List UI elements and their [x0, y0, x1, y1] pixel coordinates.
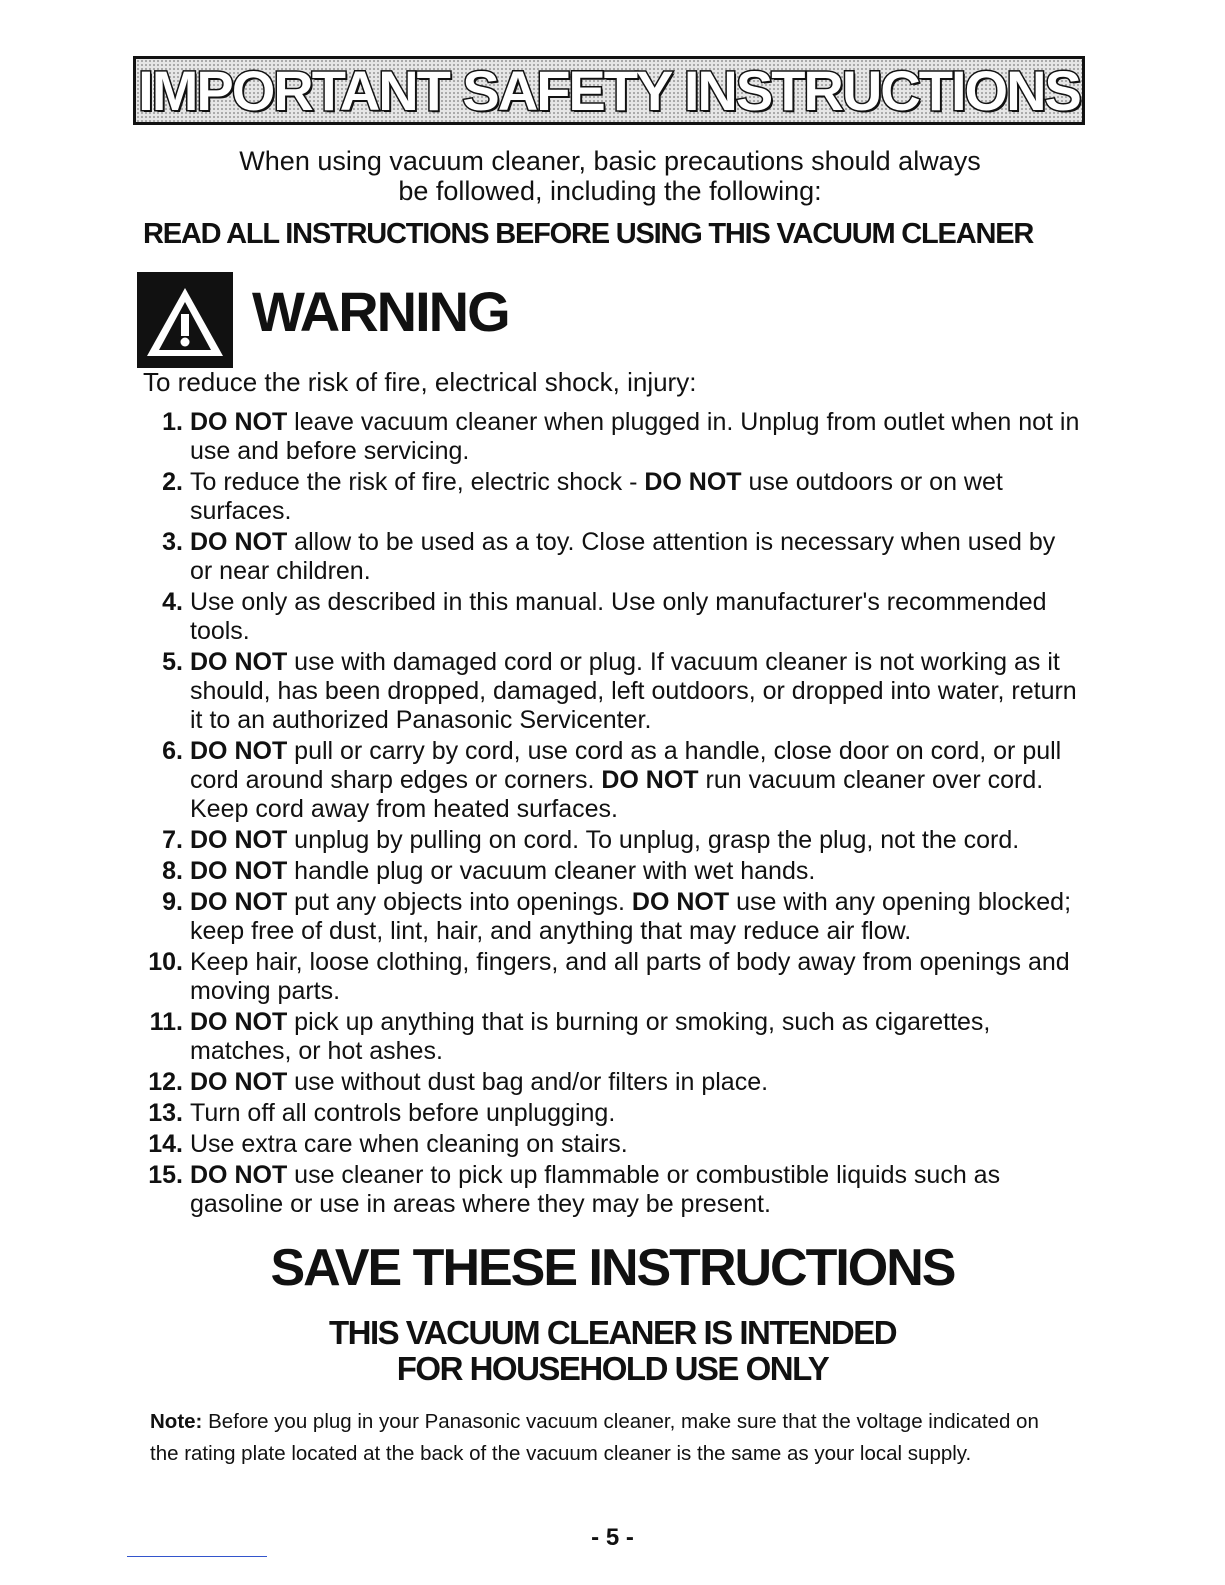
do-not-label: DO NOT — [631, 888, 730, 916]
voltage-note — [150, 1406, 1060, 1470]
instruction-item — [143, 888, 1083, 946]
instruction-item — [143, 1008, 1083, 1066]
instruction-item — [143, 408, 1083, 466]
instruction-number: 6. — [162, 737, 183, 765]
page-number: - 5 - — [591, 1524, 634, 1551]
instruction-text: allow to be used as a toy. Close attention is necessary when used by or near children. — [190, 528, 1056, 585]
instruction-item — [143, 1068, 1083, 1097]
instruction-number: 10. — [148, 948, 183, 976]
instruction-item — [143, 826, 1083, 855]
instruction-text: pick up anything that is burning or smoking, such as cigarettes, matches, or hot ashes. — [190, 1008, 991, 1065]
instruction-item — [143, 588, 1083, 646]
title-banner — [133, 56, 1085, 125]
do-not-label: DO NOT — [190, 1068, 288, 1096]
instruction-item — [143, 948, 1083, 1006]
do-not-label: DO NOT — [601, 766, 699, 794]
instruction-item — [143, 1161, 1083, 1219]
note-text: Before you plug in your Panasonic vacuum cleaner, make sure that the voltage indicated on the rating plate located at the back of the vacuum cleaner is the same as your local supply. — [150, 1410, 1039, 1465]
instruction-text: unplug by pulling on cord. To unplug, grasp the plug, not the cord. — [287, 826, 1020, 854]
instruction-text: use with any opening blocked; keep free of dust, lint, hair, and anything that may reduce air flow. — [190, 888, 1072, 945]
do-not-label: DO NOT — [190, 1161, 288, 1189]
instruction-number: 12. — [148, 1068, 183, 1096]
instruction-number: 11. — [149, 1008, 183, 1036]
intro-line-2: be followed, including the following: — [398, 176, 822, 206]
warning-intro: To reduce the risk of fire, electrical shock, injury: — [143, 367, 697, 397]
note-label: Note: — [150, 1410, 203, 1433]
instruction-text: put any objects into openings. — [287, 888, 632, 916]
instruction-item — [143, 648, 1083, 735]
intended-use-heading — [0, 1315, 1225, 1387]
instruction-number: 2. — [162, 468, 183, 496]
instruction-text: pull or carry by cord, use cord as a handle, close door on cord, or pull cord around sharp edges or corners. — [190, 737, 1062, 794]
do-not-label: DO NOT — [190, 528, 288, 556]
instruction-number: 4. — [162, 588, 183, 616]
read-all-heading: READ ALL INSTRUCTIONS BEFORE USING THIS VACUUM CLEANER — [143, 218, 1034, 250]
instruction-text: Keep hair, loose clothing, fingers, and all parts of body away from openings and moving parts. — [190, 948, 1070, 1005]
save-instructions-heading: SAVE THESE INSTRUCTIONS — [270, 1239, 955, 1297]
instruction-text: To reduce the risk of fire, electric shock - — [190, 468, 645, 496]
instruction-number: 3. — [162, 528, 183, 556]
instruction-text: use without dust bag and/or filters in place. — [287, 1068, 769, 1096]
intended-line-2: FOR HOUSEHOLD USE ONLY — [396, 1350, 829, 1387]
instruction-text: Turn off all controls before unplugging. — [190, 1099, 616, 1127]
do-not-label: DO NOT — [190, 737, 288, 765]
instruction-number: 15. — [148, 1161, 183, 1189]
intro-line-1: When using vacuum cleaner, basic precautions should always — [239, 146, 981, 176]
intended-line-1: THIS VACUUM CLEANER IS INTENDED — [328, 1314, 897, 1351]
instruction-text: run vacuum cleaner over cord. Keep cord away from heated surfaces. — [190, 766, 1044, 823]
instruction-list — [143, 408, 1083, 1221]
instruction-text: Use only as described in this manual. Use only manufacturer's recommended tools. — [190, 588, 1047, 645]
do-not-label: DO NOT — [190, 888, 288, 916]
do-not-label: DO NOT — [190, 1008, 288, 1036]
do-not-label: DO NOT — [190, 826, 288, 854]
page-title: IMPORTANT SAFETY INSTRUCTIONS — [138, 58, 1080, 122]
do-not-label: DO NOT — [190, 857, 288, 885]
instruction-text: Use extra care when cleaning on stairs. — [190, 1130, 628, 1158]
instruction-number: 7. — [162, 826, 183, 854]
instruction-number: 8. — [162, 857, 183, 885]
instruction-item — [143, 468, 1083, 526]
instruction-number: 13. — [148, 1099, 183, 1127]
instruction-item — [143, 1130, 1083, 1159]
do-not-label: DO NOT — [190, 408, 288, 436]
instruction-text: use outdoors or on wet surfaces. — [190, 468, 1003, 525]
instruction-text: use cleaner to pick up flammable or combustible liquids such as gasoline or use in areas where they may be present. — [190, 1161, 1001, 1218]
instruction-number: 14. — [148, 1130, 183, 1158]
instruction-item — [143, 857, 1083, 886]
do-not-label: DO NOT — [190, 648, 288, 676]
instruction-item — [143, 528, 1083, 586]
footer-rule — [127, 1556, 267, 1557]
instruction-text: leave vacuum cleaner when plugged in. Unplug from outlet when not in use and before servicing. — [190, 408, 1080, 465]
instruction-text: handle plug or vacuum cleaner with wet hands. — [287, 857, 816, 885]
instruction-number: 9. — [162, 888, 183, 916]
instruction-item — [143, 1099, 1083, 1128]
warning-triangle-icon — [137, 272, 233, 368]
instruction-item — [143, 737, 1083, 824]
do-not-label: DO NOT — [644, 468, 742, 496]
intro-text — [140, 146, 1080, 206]
instruction-number: 5. — [162, 648, 183, 676]
instruction-number: 1. — [162, 408, 183, 436]
warning-title: WARNING — [252, 280, 509, 343]
instruction-text: use with damaged cord or plug. If vacuum cleaner is not working as it should, has been dropped, damaged, left outdoors, or dropped into water, return it to an authorized Panasonic Servicenter. — [190, 648, 1077, 734]
